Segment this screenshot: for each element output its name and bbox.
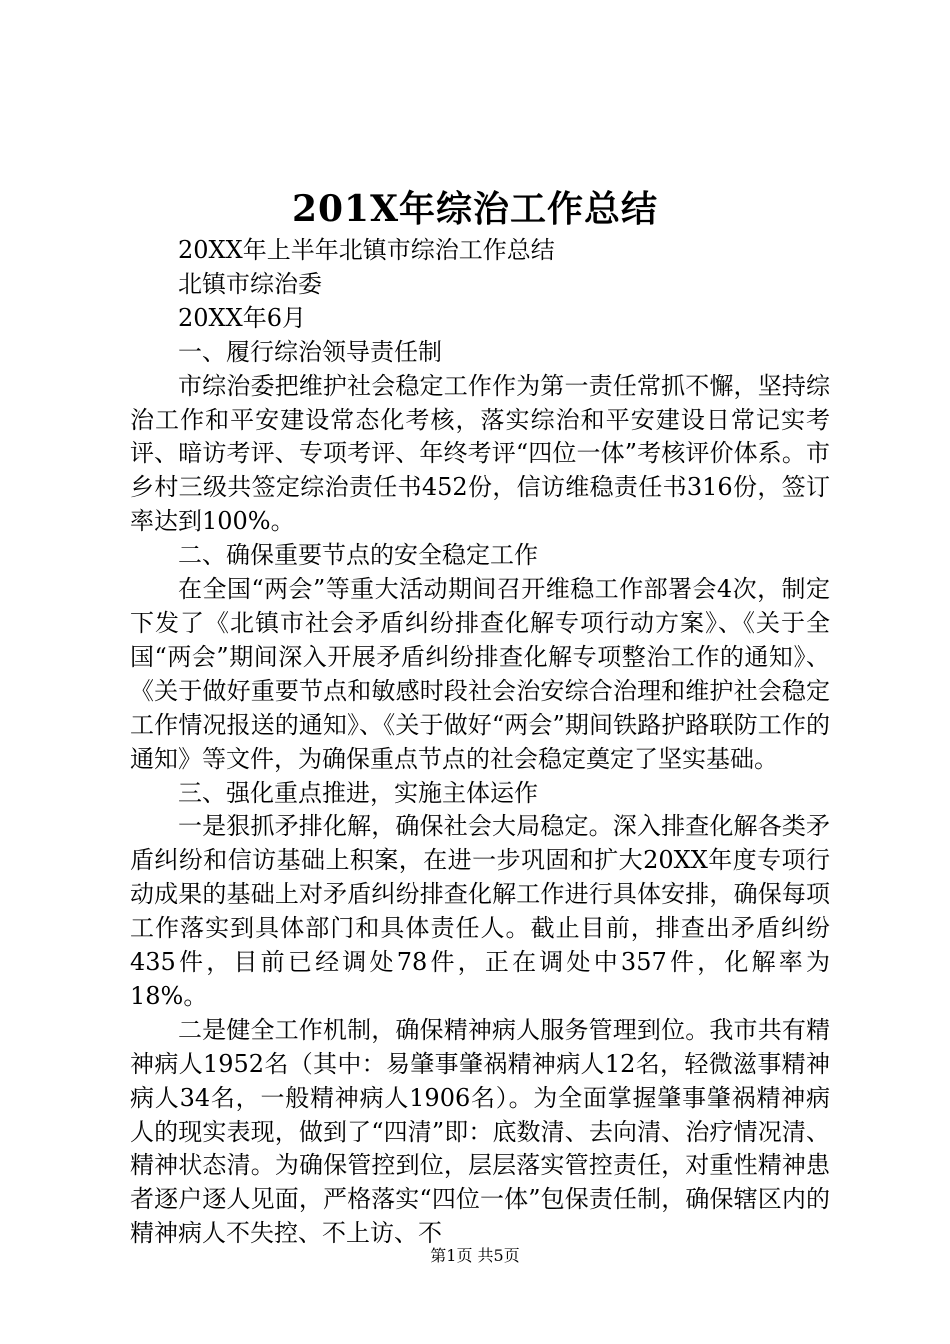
paragraph-1: 市综治委把维护社会稳定工作作为第一责任常抓不懈，坚持综治工作和平安建设常态化考核，落实综治和平安建设日常记实考评、暗访考评、专项考评、年终考评“四位一体”考核评价体系。市乡村三级共签定综治责任书452份，信访维稳责任书316份，签订率达到100%。 <box>130 371 830 536</box>
date-line: 20XX年6月 <box>178 303 306 332</box>
paragraph-2: 在全国“两会”等重大活动期间召开维稳工作部署会4次，制定下发了《北镇市社会矛盾纠纷排查化解专项行动方案》、《关于全国“两会”期间深入开展矛盾纠纷排查化解专项整治工作的通知》、《关于做好重要节点和敏感时段社会治安综合治理和维护社会稳定工作情况报送的通知》、《关于做好“两会”期间铁路护路联防工作的通知》等文件，为确保重点节点的社会稳定奠定了坚实基础。 <box>130 575 830 773</box>
section-heading-3: 三、强化重点推进，实施主体运作 <box>178 778 538 807</box>
section-heading-2: 二、确保重要节点的安全稳定工作 <box>178 541 538 570</box>
paragraph-3: 一是狠抓矛排化解，确保社会大局稳定。深入排查化解各类矛盾纠纷和信访基础上积案，在进一步巩固和扩大20XX年度专项行动成果的基础上对矛盾纠纷排查化解工作进行具体安排，确保每项工作落实到具体部门和具体责任人。截止目前，排查出矛盾纠纷435件，目前已经调处78件，正在调处中357件，化解率为18%。 <box>130 812 830 1010</box>
author-line: 北镇市综治委 <box>178 269 322 298</box>
document-body <box>130 234 830 1251</box>
paragraph-4: 二是健全工作机制，确保精神病人服务管理到位。我市共有精神病人1952名（其中：易肇事肇祸精神病人12名，轻微滋事精神病人34名，一般精神病人1906名）。为全面掌握肇事肇祸精神病人的现实表现，做到了“四清”即：底数清、去向清、治疗情况清、精神状态清。为确保管控到位，层层落实管控责任，对重性精神患者逐户逐人见面，严格落实“四位一体”包保责任制，确保辖区内的精神病人不失控、不上访、不 <box>130 1015 830 1248</box>
document-title: 201X年综治工作总结 <box>291 188 659 230</box>
subtitle-line: 20XX年上半年北镇市综治工作总结 <box>178 236 555 264</box>
section-heading-1: 一、履行综治领导责任制 <box>178 337 442 366</box>
page-footer: 第1页 共5页 <box>430 1246 520 1265</box>
